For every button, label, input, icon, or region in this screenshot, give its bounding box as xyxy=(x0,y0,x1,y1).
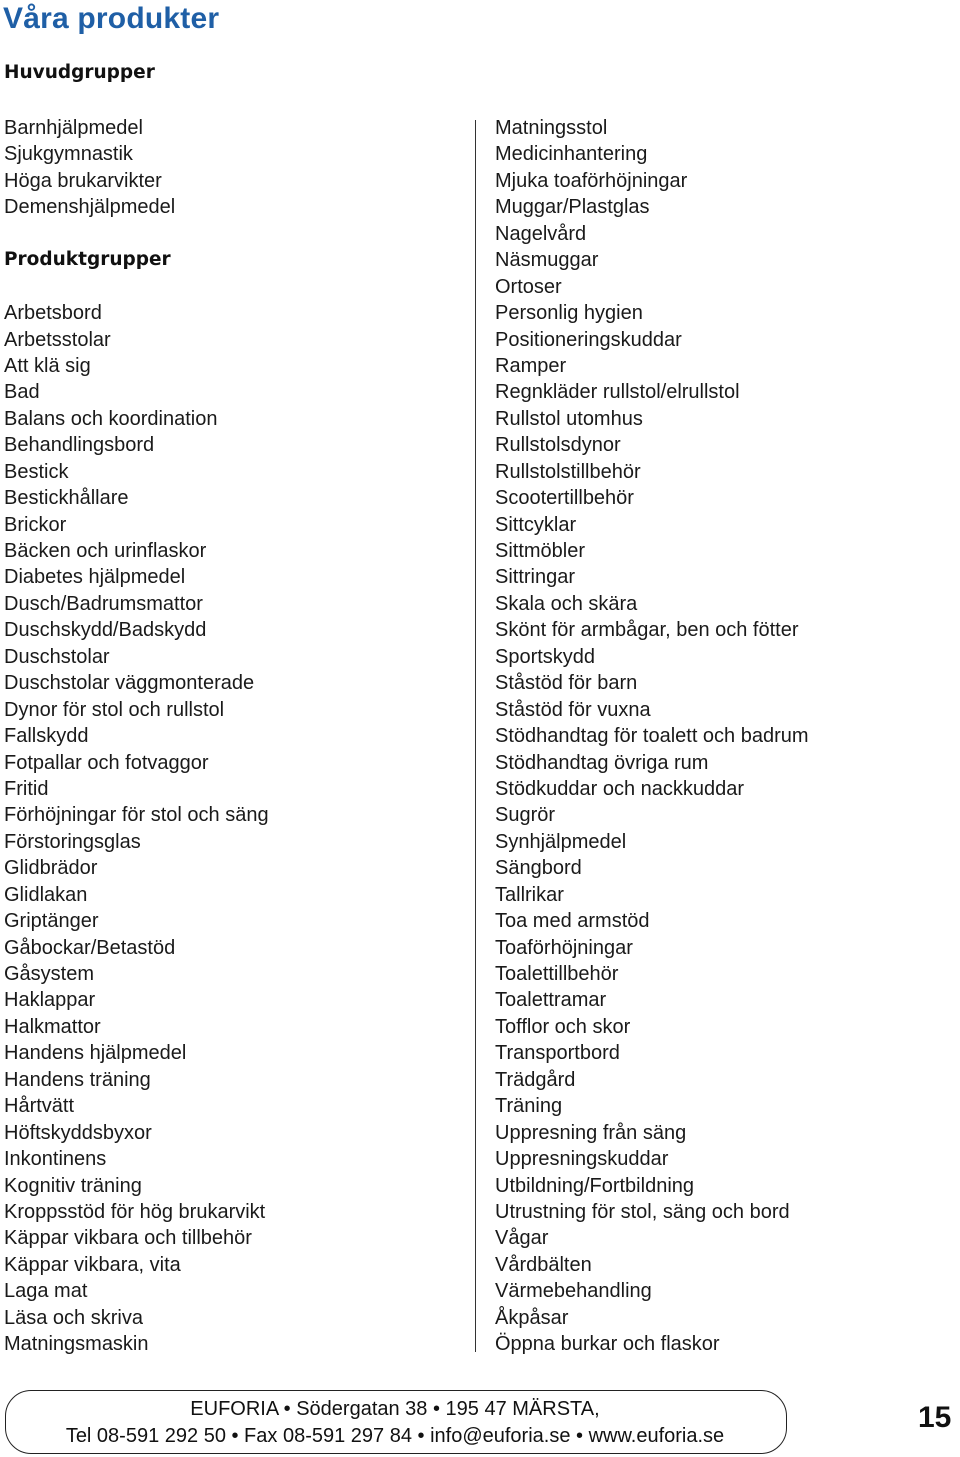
list-item: Stödhandtag för toalett och badrum xyxy=(495,725,809,748)
list-item: Diabetes hjälpmedel xyxy=(4,566,186,589)
list-item: Duschstolar xyxy=(4,645,110,668)
list-item: Fritid xyxy=(4,777,49,800)
list-item: Nagelvård xyxy=(495,222,587,245)
list-item: Sängbord xyxy=(495,857,582,880)
list-item: Gåsystem xyxy=(4,963,95,985)
page-number: 15 xyxy=(918,1401,952,1434)
list-item: Skönt för armbågar, ben och fötter xyxy=(495,619,799,642)
list-item: Rullstolstillbehör xyxy=(495,460,641,483)
spacer xyxy=(4,274,464,300)
list-item: Glidlakan xyxy=(4,883,88,906)
footer-contact: Tel 08-591 292 50 • Fax 08-591 297 84 • info@euforia.se • www.euforia.se xyxy=(65,1425,725,1447)
list-item: Åkpåsar xyxy=(495,1306,569,1329)
list-item: Duschstolar väggmonterade xyxy=(4,672,255,695)
page-title: Våra produkter xyxy=(3,2,220,35)
list-item: Utbildning/Fortbildning xyxy=(495,1174,695,1197)
list-item: Handens träning xyxy=(4,1068,151,1091)
list-item: Rullstolsdynor xyxy=(495,434,621,457)
list-item: Synhjälpmedel xyxy=(495,830,627,853)
list-item: Höftskyddsbyxor xyxy=(4,1121,152,1144)
list-item: Förhöjningar för stol och säng xyxy=(4,804,269,827)
list-item: Stödkuddar och nackkuddar xyxy=(495,777,745,800)
list-item: Stödhandtag övriga rum xyxy=(495,751,709,774)
list-item: Sittcyklar xyxy=(495,513,577,536)
list-item: Toalettramar xyxy=(495,989,607,1012)
list-item: Laga mat xyxy=(4,1280,88,1303)
list-item: Tallrikar xyxy=(495,883,564,906)
list-item: Gåbockar/Betastöd xyxy=(4,936,176,959)
list-item: Regnkläder rullstol/elrullstol xyxy=(495,381,740,404)
list-item: Förstoringsglas xyxy=(4,830,141,853)
list-item: Kroppsstöd för hög brukarvikt xyxy=(4,1200,266,1223)
list-item: Skala och skära xyxy=(495,592,638,615)
list-item: Sjukgymnastik xyxy=(4,143,133,166)
spacer xyxy=(4,221,464,247)
list-item: Duschskydd/Badskydd xyxy=(4,619,207,642)
list-item: Sittmöbler xyxy=(495,540,586,562)
list-item: Inkontinens xyxy=(4,1148,107,1171)
section-heading-produktgrupper: Produktgrupper xyxy=(4,249,171,271)
list-item: Kognitiv träning xyxy=(4,1174,142,1197)
list-item: Hårtvätt xyxy=(4,1095,75,1118)
list-item: Uppresningskuddar xyxy=(495,1148,669,1171)
list-item: Näsmuggar xyxy=(495,249,599,272)
list-item: Bestick xyxy=(4,460,69,483)
list-item: Fotpallar och fotvaggor xyxy=(4,751,209,774)
list-item: Dusch/Badrumsmattor xyxy=(4,592,203,615)
list-item: Halkmattor xyxy=(4,1015,101,1038)
list-item: Värmebehandling xyxy=(495,1280,652,1303)
list-item: Scootertillbehör xyxy=(495,487,634,510)
list-item: Toa med armstöd xyxy=(495,910,650,933)
list-item: Ramper xyxy=(495,354,567,377)
list-item: Öppna burkar och flaskor xyxy=(495,1333,720,1356)
list-item: Brickor xyxy=(4,513,67,536)
list-item: Matningsmaskin xyxy=(4,1333,149,1356)
list-item: Utrustning för stol, säng och bord xyxy=(495,1200,790,1223)
list-item: Demenshjälpmedel xyxy=(4,196,176,219)
list-item: Glidbrädor xyxy=(4,857,98,880)
list-item: Muggar/Plastglas xyxy=(495,196,650,219)
list-item: Vårdbälten xyxy=(495,1253,592,1276)
list-item: Att klä sig xyxy=(4,354,91,377)
list-item: Tofflor och skor xyxy=(495,1015,631,1038)
list-item: Sittringar xyxy=(495,566,576,589)
list-item: Läsa och skriva xyxy=(4,1306,143,1329)
list-item: Matningsstol xyxy=(495,117,608,139)
list-item: Haklappar xyxy=(4,989,96,1012)
list-item: Toalettillbehör xyxy=(495,963,619,985)
list-item: Balans och koordination xyxy=(4,407,218,430)
list-item: Fallskydd xyxy=(4,725,89,748)
list-item: Trädgård xyxy=(495,1068,576,1091)
list-item: Toaförhöjningar xyxy=(495,936,633,959)
list-item: Höga brukarvikter xyxy=(4,169,162,192)
list-item: Medicinhantering xyxy=(495,143,648,166)
list-item: Handens hjälpmedel xyxy=(4,1042,187,1065)
list-item: Barnhjälpmedel xyxy=(4,117,143,139)
list-item: Arbetsstolar xyxy=(4,328,111,351)
list-item: Käppar vikbara, vita xyxy=(4,1253,181,1276)
list-item: Bäcken och urinflaskor xyxy=(4,540,207,562)
list-item: Griptänger xyxy=(4,910,99,933)
right-column xyxy=(495,115,955,1358)
section-heading-huvudgrupper: Huvudgrupper xyxy=(4,62,155,83)
list-item: Personlig hygien xyxy=(495,302,643,325)
list-item: Dynor för stol och rullstol xyxy=(4,698,225,721)
list-item: Positioneringskuddar xyxy=(495,328,682,351)
list-item: Uppresning från säng xyxy=(495,1121,687,1144)
list-item: Ståstöd för vuxna xyxy=(495,698,651,721)
list-item: Transportbord xyxy=(495,1042,620,1065)
list-item: Arbetsbord xyxy=(4,302,102,325)
footer-address: EUFORIA • Södergatan 38 • 195 47 MÄRSTA, xyxy=(190,1398,600,1420)
list-item: Sportskydd xyxy=(495,645,596,668)
list-item: Ortoser xyxy=(495,275,562,298)
list-item: Ståstöd för barn xyxy=(495,672,638,695)
list-item: Vågar xyxy=(495,1227,549,1250)
list-item: Bad xyxy=(4,381,40,404)
list-item: Mjuka toaförhöjningar xyxy=(495,169,688,192)
list-item: Käppar vikbara och tillbehör xyxy=(4,1227,252,1250)
list-item: Rullstol utomhus xyxy=(495,407,643,430)
list-item: Sugrör xyxy=(495,804,556,827)
list-item: Träning xyxy=(495,1095,563,1118)
left-column xyxy=(4,115,464,1358)
list-item: Behandlingsbord xyxy=(4,434,155,457)
column-divider xyxy=(475,120,476,1352)
list-item: Bestickhållare xyxy=(4,487,129,510)
